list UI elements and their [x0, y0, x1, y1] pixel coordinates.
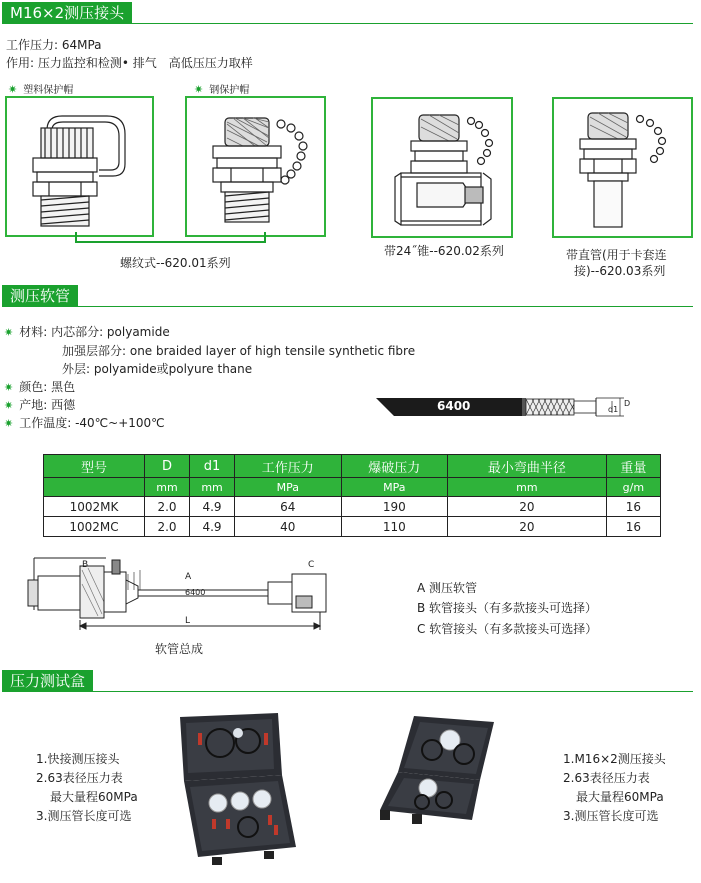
material-inner: ✷ 材料: 内芯部分: polyamide [4, 325, 170, 339]
header-model: 型号 [44, 455, 145, 478]
table-cell: 2.0 [144, 517, 189, 537]
unit-bend-radius: mm [448, 478, 607, 497]
table-cell: 4.9 [190, 497, 235, 517]
table-cell: 40 [235, 517, 341, 537]
diagram-label-l: L [185, 616, 191, 626]
usage-text: 作用: 压力监控和检测• 排气 高低压压力取样 [6, 56, 253, 70]
right-list-2: 2.63表径压力表 [563, 771, 650, 785]
hose-assembly-drawing [20, 550, 340, 632]
unit-burst-pressure: MPa [341, 478, 447, 497]
star-icon: ✷ [8, 83, 18, 96]
star-icon: ✷ [4, 381, 14, 394]
legend-b: B 软管接头（有多款接头可选择） [417, 601, 598, 615]
diagram-hose-code: 6400 [185, 588, 206, 597]
hose-spec-table [43, 454, 661, 537]
section-title-test-box: 压力测试盒 [2, 670, 93, 692]
right-list-3: 最大量程60MPa [576, 790, 664, 804]
fitting-cone-drawing [373, 99, 511, 236]
test-case-right [372, 710, 522, 832]
header-weight: 重量 [606, 455, 660, 478]
unit-d1: mm [190, 478, 235, 497]
table-cell: 2.0 [144, 497, 189, 517]
caption-straight-line1: 带直管(用于卡套连 [566, 248, 667, 262]
color-spec: ✷ 颜色: 黑色 [4, 380, 76, 394]
left-list-3: 最大量程60MPa [50, 790, 138, 804]
header-burst-pressure: 爆破压力 [341, 455, 447, 478]
working-pressure: 工作压力: 64MPa [6, 38, 102, 52]
left-list-2: 2.63表径压力表 [36, 771, 123, 785]
fitting-steel-cap-drawing [187, 98, 324, 235]
star-icon: ✷ [4, 326, 14, 339]
hose-assembly-caption: 软管总成 [155, 642, 204, 656]
section-title-fitting: M16×2测压接头 [2, 2, 132, 24]
fitting-steel-cap-frame [185, 96, 326, 237]
legend-c: C 软管接头（有多款接头可选择） [417, 622, 598, 636]
section-rule [2, 306, 693, 307]
unit-model [44, 478, 145, 497]
unit-working-pressure: MPa [235, 478, 341, 497]
fitting-straight-frame [552, 97, 693, 238]
fitting-cone-frame [371, 97, 513, 238]
section-title-hose: 测压软管 [2, 285, 78, 307]
table-cell: 190 [341, 497, 447, 517]
plastic-cap-label: ✷ 塑料保护帽 [8, 83, 74, 96]
hose-code: 6400 [437, 399, 471, 413]
section-rule [2, 691, 693, 692]
table-cell: 64 [235, 497, 341, 517]
diagram-label-c: C [308, 560, 315, 570]
dim-d1-label: d1 [608, 405, 619, 414]
dim-d-label: D [624, 399, 631, 408]
header-d: D [144, 455, 189, 478]
fitting-plastic-cap-frame [5, 96, 154, 237]
temperature-spec: ✷ 工作温度: -40℃~+100℃ [4, 416, 165, 430]
header-working-pressure: 工作压力 [235, 455, 341, 478]
caption-thread-series: 螺纹式--620.01系列 [120, 256, 231, 270]
test-case-left [168, 707, 308, 869]
unit-weight: g/m [606, 478, 660, 497]
unit-d: mm [144, 478, 189, 497]
table-cell: 16 [606, 497, 660, 517]
steel-cap-label: ✷ 钢保护帽 [194, 83, 250, 96]
diagram-label-b: B [82, 560, 89, 570]
header-d1: d1 [190, 455, 235, 478]
left-list-1: 1.快接测压接头 [36, 752, 120, 766]
table-cell: 1002MK [44, 497, 145, 517]
star-icon: ✷ [4, 417, 14, 430]
caption-straight-line2: 接)--620.03系列 [574, 264, 666, 278]
legend-a: A 测压软管 [417, 581, 478, 595]
star-icon: ✷ [4, 399, 14, 412]
table-row [44, 497, 661, 517]
fitting-straight-drawing [554, 99, 691, 236]
fitting-plastic-cap-drawing [7, 98, 152, 235]
left-list-4: 3.测压管长度可选 [36, 809, 132, 823]
right-list-4: 3.测压管长度可选 [563, 809, 659, 823]
header-bend-radius: 最小弯曲半径 [448, 455, 607, 478]
table-cell: 4.9 [190, 517, 235, 537]
table-header-row [44, 455, 661, 478]
diagram-label-a: A [185, 572, 192, 582]
table-cell: 110 [341, 517, 447, 537]
material-middle: 加强层部分: one braided layer of high tensile synthetic fibre [62, 344, 416, 358]
table-cell: 1002MC [44, 517, 145, 537]
table-row [44, 517, 661, 537]
hose-drawing [372, 388, 642, 428]
table-unit-row [44, 478, 661, 497]
table-cell: 20 [448, 517, 607, 537]
right-list-1: 1.M16×2测压接头 [563, 752, 666, 766]
origin-spec: ✷ 产地: 西德 [4, 398, 76, 412]
star-icon: ✷ [194, 83, 204, 96]
material-outer: 外层: polyamide或polyure thane [62, 362, 253, 376]
table-cell: 20 [448, 497, 607, 517]
series-bracket [60, 232, 280, 248]
section-rule [2, 23, 693, 24]
table-cell: 16 [606, 517, 660, 537]
caption-cone-series: 带24˝锥--620.02系列 [384, 244, 504, 258]
